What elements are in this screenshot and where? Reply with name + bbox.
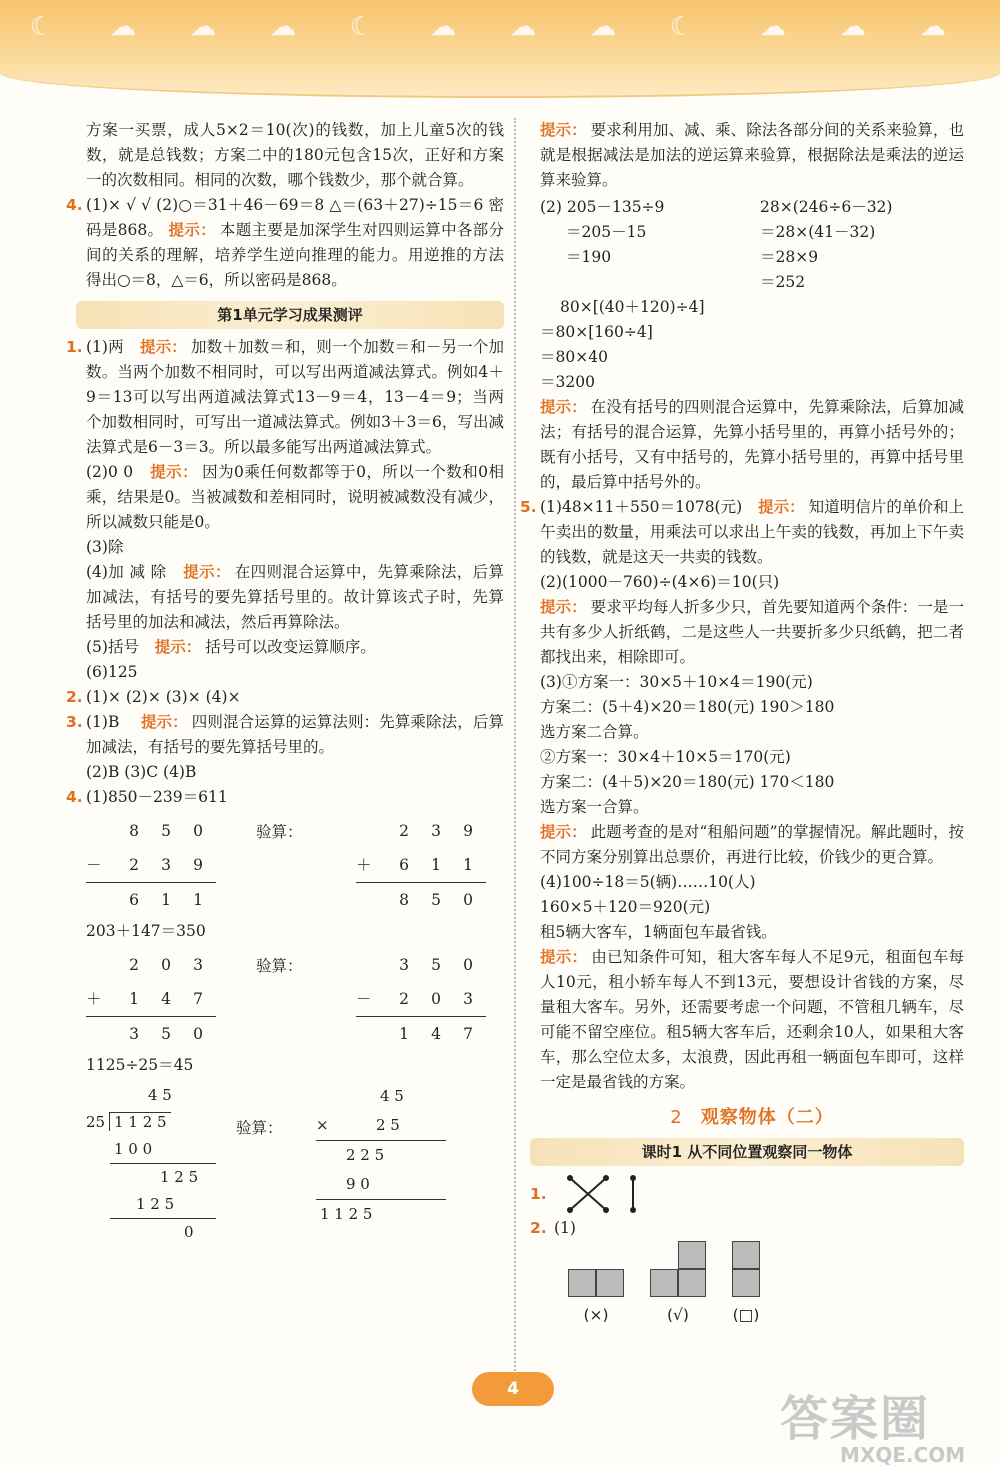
- long-division: 4 5 25 1 1 2 5 1 0 0 1 2 5 1 2 5 0: [86, 1082, 216, 1246]
- column-divider: [514, 118, 516, 1383]
- calc-block-2: (2) 205－135÷9 ＝205－15 ＝190 28×(246÷6－32) ＝28×(41－32) ＝28×9 ＝252: [540, 198, 893, 291]
- cross-lines-figure: [566, 1174, 610, 1214]
- answer-5-3: (3)①方案一：30×5＋10×4＝190(元) 方案二：(5＋4)×20＝180(元) 190＞180 选方案二合算。 ②方案一：30×4＋10×5＝170(元) 方案二：(4＋5)×20＝180(元) 170＜180 选方案一合算。: [540, 673, 835, 816]
- answer-2: [66, 685, 504, 710]
- answer-1-2: [86, 460, 504, 535]
- answer-1: [66, 335, 504, 460]
- question-number: 2.: [530, 1219, 547, 1237]
- page-number: 4: [472, 1372, 554, 1406]
- cloud-icon: ☁: [840, 12, 866, 42]
- hint-label: 提示：: [540, 823, 587, 841]
- watermark: [780, 1380, 965, 1467]
- hint-text: 四则混合运算的运算法则：先算乘除法，后算加减法，有括号的要先算括号里的。: [86, 713, 504, 756]
- verify-label: 验算：: [256, 823, 303, 841]
- answer-5-4: (4)100÷18＝5(辆)……10(人) 160×5＋120＝920(元) 租5辆大客车，1辆面包车最省钱。: [540, 873, 777, 941]
- hint-label: 提示：: [124, 713, 188, 731]
- equation: 1125÷25＝45: [86, 1056, 194, 1074]
- mark: (×): [583, 1306, 609, 1324]
- hint-label: 提示：: [171, 563, 231, 581]
- answer-text: 方案一买票，成人5×2＝10(次)的钱数，加上儿童5次的钱数，就是总钱数；方案二中的180元包含15次，正好和方案一的次数相同。相同的次数，哪个钱数少，那个就合算。: [86, 121, 504, 189]
- answer-text: (1)48×11＋550＝1078(元): [540, 498, 743, 516]
- hint-label: 提示：: [540, 121, 587, 139]
- answer-text: (1)B: [86, 713, 120, 731]
- verify-label: 验算：: [236, 1119, 283, 1137]
- answer-1-4: [86, 560, 504, 635]
- left-column: [66, 118, 505, 1248]
- hint-label: 提示：: [168, 221, 216, 239]
- vertical-calc-row-1: [86, 814, 504, 917]
- hint-text: 此题考查的是对“租船问题”的掌握情况。解此题时，按不同方案分别算出总票价，再进行比较，价钱少的更合算。: [540, 823, 964, 866]
- chapter-name: 观察物体（二）: [700, 1107, 834, 1128]
- sub-label: (1): [554, 1219, 576, 1237]
- answer-text: (6)125: [86, 663, 138, 681]
- cloud-icon: ☁: [430, 12, 456, 42]
- answer-4-eq1: [66, 785, 504, 810]
- cloud-icon: ☁: [590, 12, 616, 42]
- question-number: 2.: [66, 688, 83, 706]
- view-option: [732, 1241, 760, 1328]
- hint-paragraph: [540, 820, 964, 870]
- hint-text: 要求平均每人折多少只，首先要知道两个条件：一是一共有多少人折纸鹤，二是这些人一共要折多少只纸鹤，把二者都找出来，相除即可。: [540, 598, 964, 666]
- cloud-icon: ☁: [920, 12, 946, 42]
- answer-5: [520, 495, 964, 570]
- question-number: 5.: [520, 498, 537, 516]
- answer-text: (1)× √ √ (2)○＝31＋46－69＝8 △＝(63＋27)÷15＝6 密码是868。: [86, 196, 504, 239]
- view-option: [650, 1241, 706, 1328]
- hint-text: 因为0乘任何数都等于0，所以一个数和0相乘，结果是0。当被减数和差相同时，说明被减数没有减少，所以减数只能是0。: [86, 463, 505, 531]
- mark: (□): [732, 1306, 760, 1324]
- header-banner: [0, 0, 1000, 98]
- moon-icon: ☾: [350, 12, 374, 42]
- hint-label: 提示：: [128, 338, 187, 356]
- lesson-title: 课时1 从不同位置观察同一物体: [530, 1138, 964, 1166]
- question-number: 4.: [66, 196, 83, 214]
- view-option: [568, 1269, 624, 1328]
- answer-4: [66, 193, 504, 293]
- vertical-line-figure: [626, 1174, 640, 1214]
- vertical-multiplication: 4 5 × 2 5 2 2 5 9 0 1 1 2 5: [316, 1082, 446, 1246]
- hint-paragraph: [540, 395, 964, 495]
- vertical-subtraction: 8 5 0 － 2 3 9 6 1 1: [86, 814, 216, 917]
- vertical-addition: 2 3 9 ＋ 6 1 1 8 5 0: [356, 814, 486, 917]
- equation: (1)850－239＝611: [86, 788, 228, 806]
- answer-text: (2)B (3)C (4)B: [86, 763, 197, 781]
- answer-text: (1)× (2)× (3)× (4)×: [86, 688, 241, 706]
- moon-icon: ☾: [30, 12, 54, 42]
- answer-text: (1)两: [86, 338, 124, 356]
- hint-text: 括号可以改变运算顺序。: [205, 638, 376, 656]
- chapter-number: 2: [670, 1107, 683, 1128]
- cloud-icon: ☁: [760, 12, 786, 42]
- answer-1-5: [86, 635, 504, 660]
- cloud-icon: ☁: [510, 12, 536, 42]
- answer-text: (4)加 减 除: [86, 563, 167, 581]
- hint-paragraph: [540, 118, 964, 193]
- question-number: 1.: [530, 1184, 547, 1203]
- verify-label: 验算：: [256, 957, 303, 975]
- view-figures: [568, 1241, 964, 1328]
- question-number: 3.: [66, 713, 83, 731]
- hint-paragraph: [540, 595, 964, 670]
- hint-label: 提示：: [747, 498, 805, 516]
- hint-text: 要求利用加、减、乘、除法各部分间的关系来验算，也就是根据减法是加法的逆运算来验算，根据除法是乘法的逆运算来验算。: [540, 121, 964, 189]
- vertical-subtraction: 3 5 0 － 2 0 3 1 4 7: [356, 948, 486, 1051]
- mark: (√): [667, 1306, 689, 1324]
- question-number: 4.: [66, 788, 83, 806]
- cloud-icon: ☁: [270, 12, 296, 42]
- hint-text: 知道明信片的单价和上午卖出的数量，用乘法可以求出上午卖的钱数，再加上下午卖的钱数，就是这天一共卖的钱数。: [540, 498, 964, 566]
- equation: 203＋147＝350: [86, 922, 206, 940]
- watermark-logo: 答案圈: [780, 1391, 931, 1447]
- hint-paragraph: [540, 945, 964, 1095]
- cloud-icon: ☁: [110, 12, 136, 42]
- hint-label: 提示：: [143, 638, 202, 656]
- calc-block-3: 80×[(40＋120)÷4] ＝80×[160÷4] ＝80×40 ＝3200: [540, 298, 705, 391]
- question-number: 1.: [66, 338, 83, 356]
- hint-label: 提示：: [540, 398, 587, 416]
- vertical-calc-row-3: [86, 1082, 504, 1246]
- hint-label: 提示：: [138, 463, 199, 481]
- lesson-answer-1: [530, 1172, 964, 1216]
- hint-text: 本题主要是加深学生对四则运算中各部分间的关系的理解，培养学生逆向推理的能力。用逆推的方法得出○＝8，△＝6，所以密码是868。: [86, 221, 504, 289]
- hint-label: 提示：: [540, 598, 587, 616]
- cloud-icon: ☁: [190, 12, 216, 42]
- answer-text: (3)除: [86, 538, 124, 556]
- hint-text: 在四则混合运算中，先算乘除法，后算加减法，有括号的要先算括号里的。故计算该式子时，先算括号里的加法和减法，然后再算除法。: [86, 563, 505, 631]
- vertical-addition: 2 0 3 ＋ 1 4 7 3 5 0: [86, 948, 216, 1051]
- section-title: 第1单元学习成果测评: [76, 301, 504, 329]
- moon-icon: ☾: [670, 12, 694, 42]
- hint-text: 由已知条件可知，租大客车每人不足9元，租面包车每人10元，租小轿车每人不到13元，要想设计省钱的方案，尽量租大客车。另外，还需要考虑一个问题，不管租几辆车，尽可能不留空座位。租5辆大客车后，还剩余10人，如果租大客车，那么空位太多，太浪费，因此再租一辆面包车即可，这样一定是最省钱的方案。: [540, 948, 964, 1091]
- watermark-url: MXQE.COM: [840, 1443, 966, 1467]
- vertical-calc-row-2: [86, 948, 504, 1051]
- chapter-title: [540, 1105, 964, 1130]
- answer-3: [66, 710, 504, 760]
- answer-text: (2)0 0: [86, 463, 134, 481]
- right-column: [520, 118, 964, 1328]
- hint-text: 在没有括号的四则混合运算中，先算乘除法，后算加减法；有括号的混合运算，先算小括号里的，再算小括号外的；既有小括号，又有中括号的，先算小括号里的，再算中括号里的，最后算中括号外的。: [540, 398, 964, 491]
- hint-label: 提示：: [540, 948, 588, 966]
- lesson-answer-2: [530, 1216, 964, 1241]
- answer-text: (2)(1000－760)÷(4×6)＝10(只): [540, 573, 780, 591]
- answer-text: (5)括号: [86, 638, 139, 656]
- hint-text: 加数＋加数＝和，则一个加数＝和－另一个加数。当两个加数不相同时，可以写出两道减法算式。例如4＋9＝13可以写出两道减法算式13－9＝4，13－4＝9；当两个加数相同时，可写出一道减法算式。例如3＋3＝6，写出减法算式是6－3＝3。所以最多能写出两道减法算式。: [86, 338, 504, 456]
